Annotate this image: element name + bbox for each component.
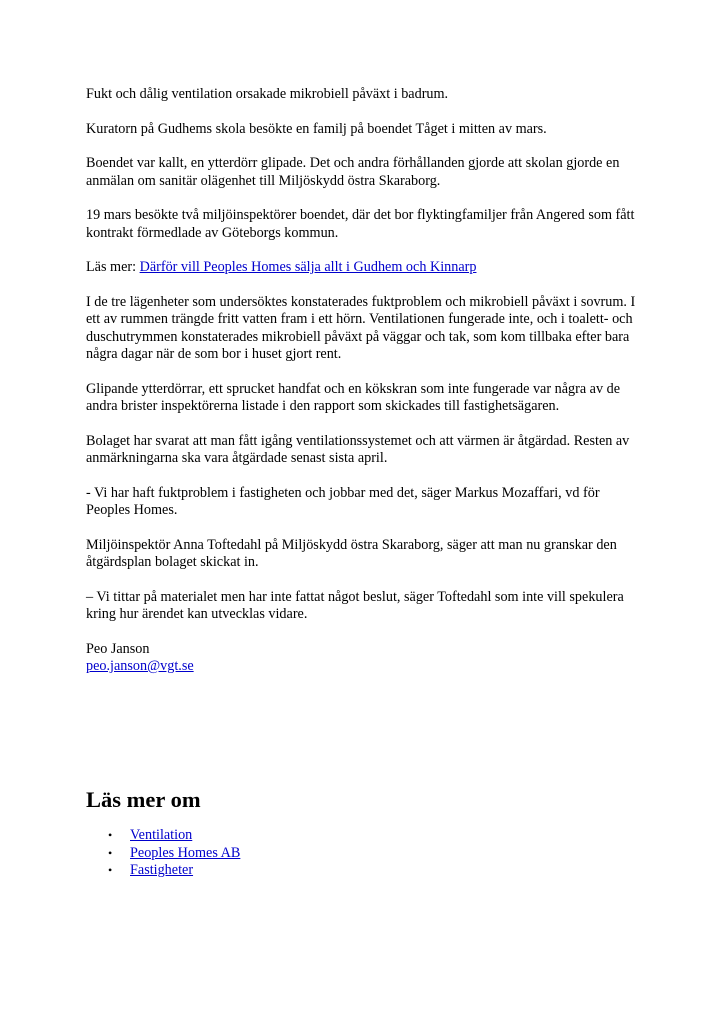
read-more-list [108, 827, 241, 880]
author-name: Peo Janson [86, 640, 150, 657]
bullet-icon: • [108, 845, 113, 860]
tag-link-ventilation[interactable]: Ventilation [130, 827, 193, 843]
read-more-link[interactable]: Därför vill Peoples Homes sälja allt i Gudhem och Kinnarp [139, 259, 477, 275]
paragraph-report: Boendet var kallt, en ytterdörr glipade. Det och andra förhållanden gjorde att skolan gjorde en anmälan om sanitär olägenhet till Miljöskydd östra Skaraborg. [86, 155, 620, 189]
author-email-line [86, 658, 646, 676]
paragraph-inspector: Miljöinspektör Anna Toftedahl på Miljöskydd östra Skaraborg, säger att man nu granskar den åtgärdsplan bolaget skickat in. [86, 536, 617, 570]
paragraph-quote-inspector: – Vi tittar på materialet men har inte fattat något beslut, säger Toftedahl som inte vill spekulera kring hur ärendet kan utvecklas vidare. [86, 588, 624, 622]
paragraph-quote-ceo: - Vi har haft fuktproblem i fastigheten och jobbar med det, säger Markus Mozaffari, vd för Peoples Homes. [86, 484, 600, 518]
read-more-prefix: Läs mer: [86, 259, 137, 275]
bullet-icon: • [108, 828, 113, 842]
paragraph-findings: I de tre lägenheter som undersöktes konstaterades fuktproblem och mikrobiell påväxt i sovrum. I ett av rummen trängde fritt vatten fram i ett hörn. Ventilationen fungerade inte, och i toalett- och duschutrymmen konstaterades mikrobiell påväxt på väggar och tak, som kom tillbaka efter bara några dagar när de som bor i huset gjort rent. [86, 293, 636, 362]
list-item [108, 827, 240, 845]
tag-link-peoples-homes[interactable]: Peoples Homes AB [130, 844, 241, 861]
article-body [86, 86, 646, 676]
read-more-heading: Läs mer om [86, 787, 201, 812]
paragraph-inspection: 19 mars besökte två miljöinspektörer boendet, där det bor flyktingfamiljer från Angered som fått kontrakt förmedlade av Göteborgs kommun. [86, 207, 635, 241]
list-item [108, 862, 240, 880]
read-more-line [86, 259, 646, 277]
lead-paragraph: Fukt och dålig ventilation orsakade mikrobiell påväxt i badrum. [86, 86, 449, 102]
paragraph-defects: Glipande ytterdörrar, ett sprucket handfat och en kökskran som inte fungerade var några av de andra brister inspektörerna listade i den rapport som skickades till fastighetsägaren. [86, 380, 621, 414]
paragraph-company-response: Bolaget har svarat att man fått igång ventilationssystemet och att värmen är åtgärdad. Resten av anmärkningarna ska vara åtgärdade senast sista april. [86, 432, 630, 466]
list-item [108, 844, 241, 863]
author-email-link[interactable]: peo.janson@vgt.se [86, 658, 194, 674]
tag-link-fastigheter[interactable]: Fastigheter [130, 862, 194, 878]
bullet-icon: • [108, 863, 113, 877]
paragraph-counselor-visit: Kuratorn på Gudhems skola besökte en familj på boendet Tåget i mitten av mars. [86, 120, 547, 137]
